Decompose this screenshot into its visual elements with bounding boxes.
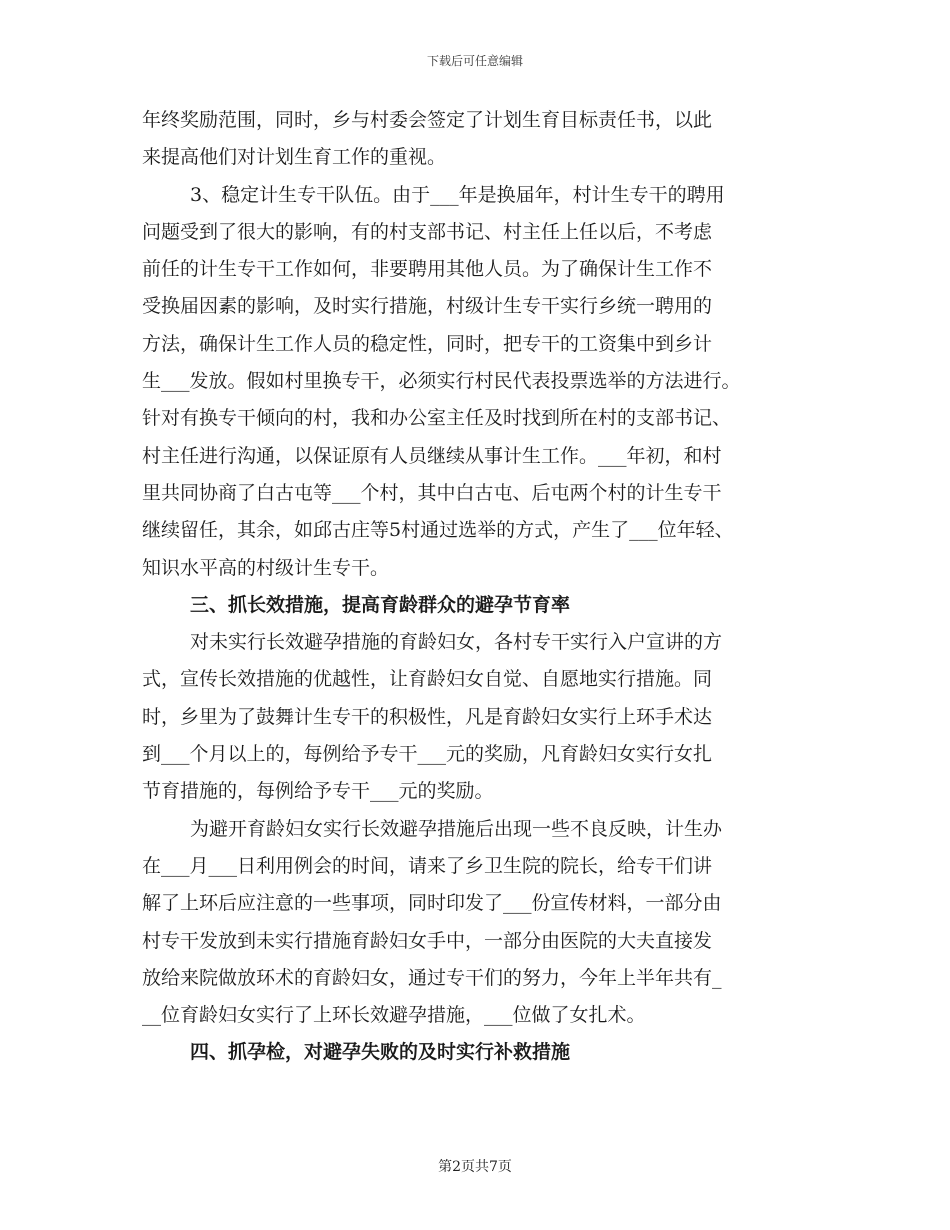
section-heading: 四、抓孕检，对避孕失败的及时实行补救措施 [190, 1041, 571, 1064]
text-line: 村专干发放到未实行措施育龄妇女手中，一部分由医院的大夫直接发 [142, 929, 713, 952]
text-line: __位育龄妇女实行了上环长效避孕措施，___位做了女扎术。 [142, 1004, 646, 1027]
text-line: 式，宣传长效措施的优越性，让育龄妇女自觉、自愿地实行措施。同 [142, 668, 713, 691]
text-line: 前任的计生专干工作如何，非要聘用其他人员。为了确保计生工作不 [142, 258, 713, 281]
document-body [142, 102, 822, 1072]
text-line: 里共同协商了白古屯等___个村，其中白古屯、后屯两个村的计生专干 [142, 481, 722, 504]
text-line: 问题受到了很大的影响，有的村支部书记、村主任上任以后，不考虑 [142, 220, 713, 243]
text-line: 为避开育龄妇女实行长效避孕措施后出现一些不良反映，计生办 [190, 817, 723, 840]
text-line: 时，乡里为了鼓舞计生专干的积极性，凡是育龄妇女实行上环手术达 [142, 705, 713, 728]
section-heading: 三、抓长效措施，提高育龄群众的避孕节育率 [190, 593, 571, 616]
text-line: 到___个月以上的，每例给予专干___元的奖励，凡育龄妇女实行女扎 [142, 743, 713, 766]
text-line: 在___月___日利用例会的时间，请来了乡卫生院的院长，给专干们讲 [142, 854, 713, 877]
text-line: 继续留任，其余，如邱古庄等5村通过选举的方式，产生了___位年轻、 [142, 519, 734, 542]
text-line: 村主任进行沟通，以保证原有人员继续从事计生工作。___年初，和村 [142, 444, 722, 467]
page-header: 下载后可任意编辑 [426, 54, 523, 68]
text-line: 3、稳定计生专干队伍。由于___年是换届年，村计生专干的聘用 [190, 183, 725, 206]
text-line: 解了上环后应注意的一些事项，同时印发了___份宣传材料，一部分由 [142, 892, 722, 915]
text-line: 节育措施的，每例给予专干___元的奖励。 [142, 780, 494, 803]
text-line: 年终奖励范围，同时，乡与村委会签定了计划生育目标责任书，以此 [142, 109, 713, 131]
text-line: 放给来院做放环术的育龄妇女，通过专干们的努力，今年上半年共有_ [142, 966, 722, 989]
text-line: 对未实行长效避孕措施的育龄妇女，各村专干实行入户宣讲的方 [190, 631, 723, 654]
text-line: 受换届因素的影响，及时实行措施，村级计生专干实行乡统一聘用的 [142, 295, 713, 318]
page-number: 第2页共7页 [438, 1159, 512, 1175]
text-line: 知识水平高的村级计生专干。 [142, 556, 390, 579]
text-line: 针对有换专干倾向的村，我和办公室主任及时找到所在村的支部书记、 [142, 407, 732, 430]
text-line: 生___发放。假如村里换专干，必须实行村民代表投票选举的方法进行。 [142, 370, 741, 393]
text-line: 来提高他们对计划生育工作的重视。 [142, 146, 447, 169]
text-line: 方法，确保计生工作人员的稳定性，同时，把专干的工资集中到乡计 [142, 332, 713, 355]
